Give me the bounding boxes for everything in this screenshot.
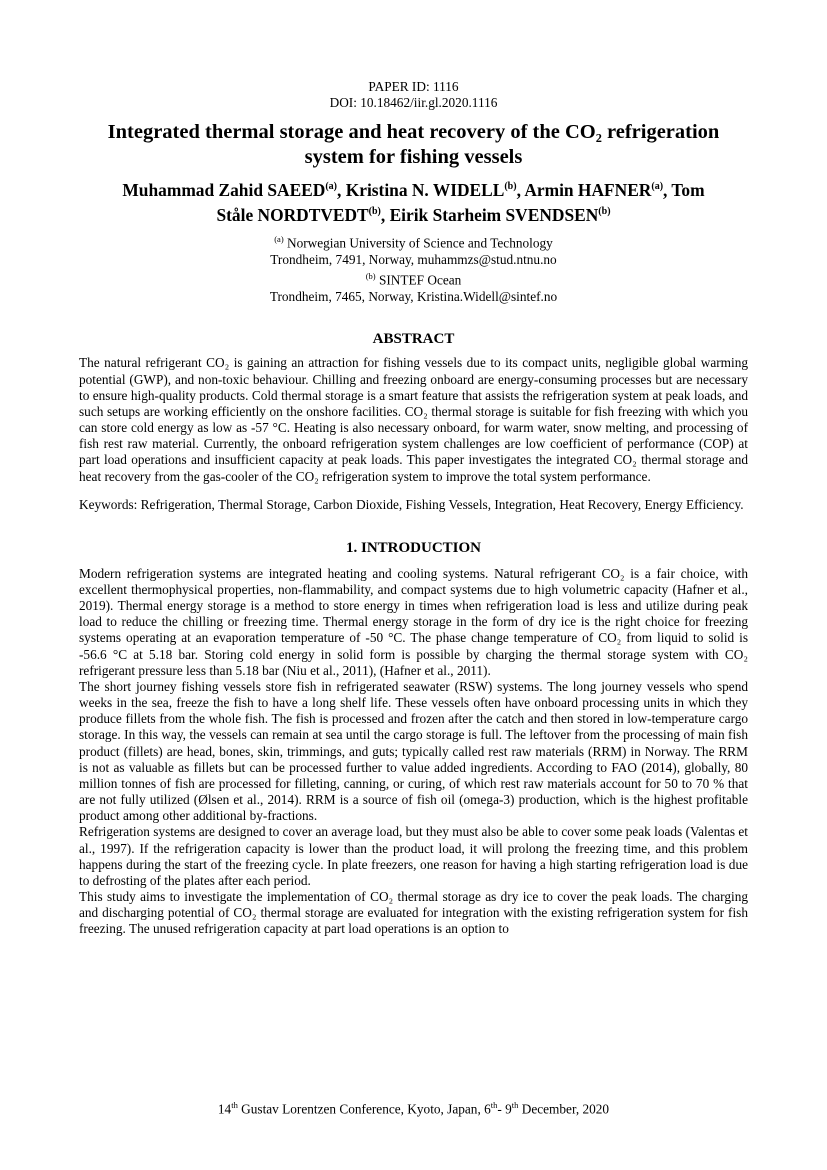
author-affiliation-mark: (b) (504, 181, 517, 192)
intro-paragraph: The short journey fishing vessels store fish in refrigerated seawater (RSW) systems. The long journey vessels who spend weeks in the sea, freeze the fish to have a long shelf life. These vessels often have onboard processing units in which they produce fillets from the whole fish. The fish is processed and frozen after the catch and then stored in low-temperature cargo storage. In this way, the vessels can remain at sea until the cargo storage is full. The leftover from the processing of main fish product (fillets) are head, bones, skin, trimmings, and guts; typically called rest raw materials (RRM) in Norway. The RRM is not as valuable as fillets but can be processed further to value added ingredients. According to FAO (2014), globally, 80 million tonnes of fish are processed for filleting, canning, or curing, of which rest raw materials account for 50 to 70 % that are not fully utilized (Ølsen et al., 2014). RRM is a source of fish oil (omega-3) production, which is the highest profitable product among other additional by-fractions. (79, 678, 748, 824)
intro-paragraph: Modern refrigeration systems are integrated heating and cooling systems. Natural refrigerant CO₂ is a fair choice, with excellent thermophysical properties, non-flammability, and compact systems due to high volumetric capacity (Hafner et al., 2019). Thermal energy storage is a method to store energy in times when refrigeration load is less and utilize during peak load to reduce the chilling or freezing time. Thermal energy storage in the form of dry ice is the right choice for freezing systems operating at an evaporation temperature of -50 °C. The phase change temperature of CO₂ from liquid to solid is -56.6 °C at 5.18 bar. Storing cold energy in solid form is possible by charging the thermal storage system with CO₂ refrigerant pressure less than 5.18 bar (Niu et al., 2011), (Hafner et al., 2011). (79, 565, 748, 678)
footer-ordinal: th (231, 1100, 238, 1110)
intro-paragraph: This study aims to investigate the implementation of CO₂ thermal storage as dry ice to cover the peak loads. The charging and discharging potential of CO₂ thermal storage are evaluated for integration with the existing refrigeration system for fish freezing. The unused refrigeration capacity at part load operations is an option to (79, 888, 748, 937)
introduction-heading: 1. INTRODUCTION (345, 539, 481, 556)
intro-paragraph: Refrigeration systems are designed to cover an average load, but they must also be able to cover some peak loads (Valentas et al., 1997). If the refrigeration capacity is lower than the product load, it will prolong the freezing time, and this problem happens during the start of the freezing cycle. In plate freezers, one reason for having a high starting refrigeration load is due to defrosting of the plates after each period. (79, 824, 748, 888)
affiliation-b-address: Trondheim, 7465, Norway, Kristina.Widell@sintef.no (269, 289, 558, 305)
author-affiliation-mark: (b) (598, 205, 611, 217)
paper-page (79, 79, 748, 937)
paper-title (79, 120, 748, 170)
affiliation-a (79, 231, 748, 251)
affiliations (79, 231, 748, 306)
affiliation-mark: (b) (365, 271, 376, 282)
footer-ordinal: th (511, 1100, 519, 1110)
author-name: , Kristina N. WIDELL (337, 179, 505, 200)
footer-text: Gustav Lorentzen Conference, Kyoto, Japan, 6 (237, 1101, 491, 1117)
abstract-text: The natural refrigerant CO₂ is gaining an attraction for fishing vessels due to its compact units, negligible global warming potential (GWP), and non-toxic behaviour. Chilling and freezing onboard are energy-consuming processes but are necessary to ensure high-quality products. Cold thermal storage is a smart feature that assists the refrigeration system at peak loads, and such setups are working efficiently on the onshore facilities. CO₂ thermal storage is suitable for fish freezing with which you can store cold energy as low as -57 °C. Heating is also necessary onboard, for warm water, snow melting, and processing of fish rest raw material. Currently, the onboard refrigeration system challenges are low coefficient of performance (COP) at part load operations and insufficient capacity at peak loads. This paper investigates the integrated CO₂ thermal storage and heat recovery from the gas-cooler of the CO₂ refrigeration system to improve the total system performance. (79, 355, 748, 484)
title-line-1: Integrated thermal storage and heat recovery of the CO₂ refrigeration (107, 121, 720, 143)
author-affiliation-mark: (b) (368, 205, 381, 217)
affiliation-mark: (a) (274, 233, 284, 244)
author-name: , Eirik Starheim SVENDSEN (380, 204, 599, 225)
authors-line-2 (79, 201, 748, 226)
paper-header (79, 79, 748, 111)
affiliation-name: SINTEF Ocean (375, 272, 462, 288)
paper-doi: DOI: 10.18462/iir.gl.2020.1116 (329, 95, 498, 110)
footer-text: - 9 (497, 1101, 512, 1117)
author-affiliation-mark: (a) (651, 181, 664, 192)
author-list (79, 176, 748, 226)
authors-line-1 (79, 176, 748, 201)
author-name: , Armin HAFNER (516, 179, 652, 200)
footer-text: 14 (217, 1101, 232, 1117)
affiliation-a-address: Trondheim, 7491, Norway, muhammzs@stud.ntnu.no (270, 252, 557, 268)
paper-id: PAPER ID: 1116 (368, 79, 459, 94)
author-name: Ståle NORDTVEDT (216, 204, 369, 225)
author-name: Muhammad Zahid SAEED (122, 179, 326, 200)
conference-footer (0, 1097, 827, 1117)
author-name: , Tom (663, 179, 705, 200)
footer-ordinal: th (490, 1100, 498, 1110)
affiliation-b (79, 268, 748, 288)
keywords: Keywords: Refrigeration, Thermal Storage, Carbon Dioxide, Fishing Vessels, Integration, Heat Recovery, Energy Efficiency. (79, 496, 744, 512)
title-line-2: system for fishing vessels (304, 146, 523, 168)
footer-text: December, 2020 (518, 1101, 610, 1117)
author-affiliation-mark: (a) (325, 181, 337, 192)
abstract-heading: ABSTRACT (372, 331, 455, 348)
affiliation-name: Norwegian University of Science and Technology (283, 235, 553, 251)
